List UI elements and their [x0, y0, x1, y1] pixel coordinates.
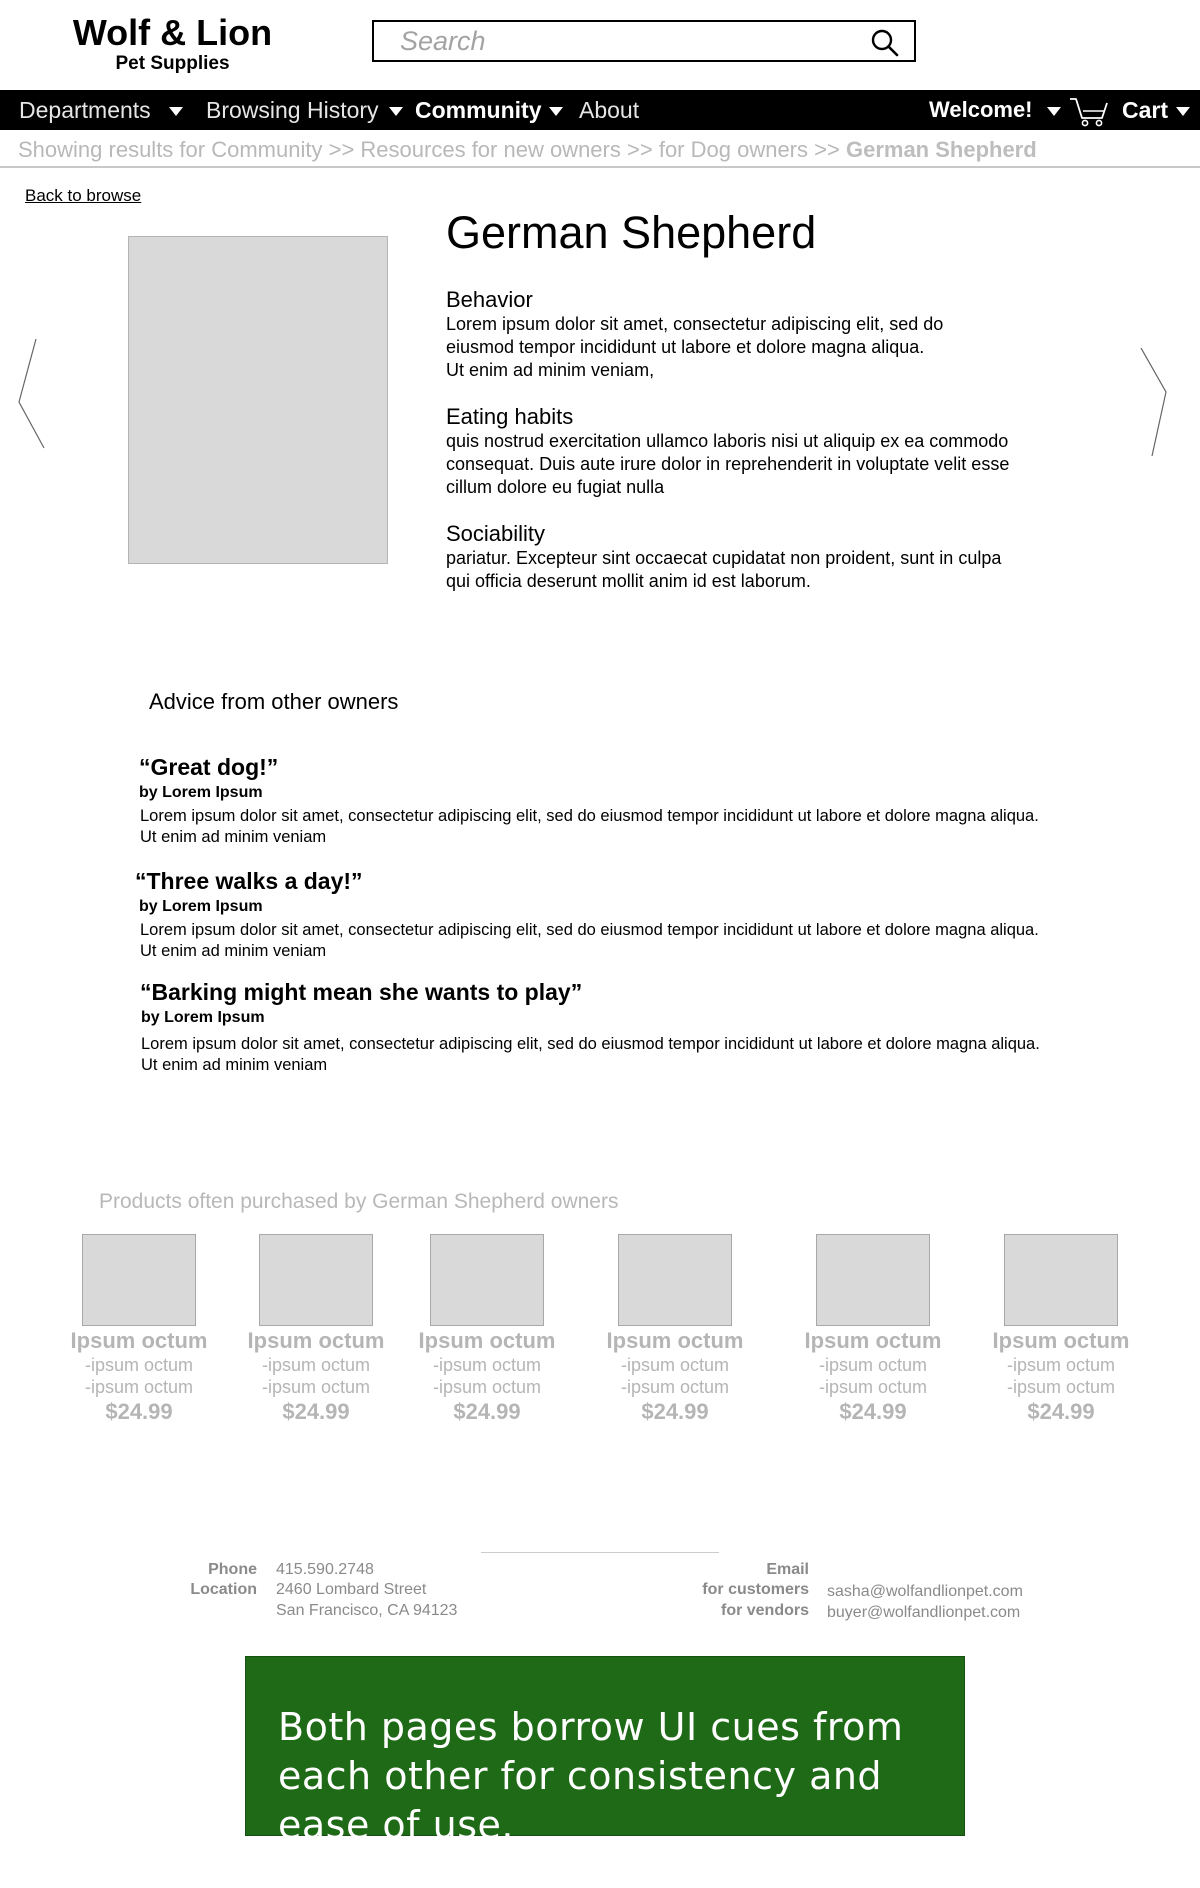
product-name[interactable]: Ipsum octum — [418, 1328, 556, 1353]
product-detail: -ipsum octum — [84, 1355, 194, 1375]
customers-label: for customers — [702, 1581, 809, 1598]
eating-habits-text: quis nostrud exercitation ullamco laboris nisi ut aliquip ex ea commodo consequat. Duis aute irure dolor in reprehenderit in voluptate velit esse cillum dolore eu fugiat nulla — [446, 431, 1010, 497]
review-author: by Lorem Ipsum — [139, 784, 263, 801]
product-detail: -ipsum octum — [620, 1377, 730, 1397]
nav-browsing-history[interactable] — [206, 90, 403, 130]
product-card[interactable] — [590, 1234, 760, 1426]
caret-down-icon — [1047, 107, 1061, 116]
review-title: “Barking might mean she wants to play” — [140, 979, 583, 1005]
product-card[interactable] — [976, 1234, 1146, 1426]
behavior-heading: Behavior — [446, 287, 533, 312]
breadcrumb — [18, 136, 1037, 164]
logo-title[interactable]: Wolf & Lion — [72, 12, 273, 53]
product-image[interactable] — [618, 1234, 732, 1326]
product-detail: -ipsum octum — [818, 1377, 928, 1397]
annotation-banner — [245, 1656, 965, 1847]
breadcrumb-item-dog-owners[interactable]: for Dog owners — [658, 137, 809, 162]
breadcrumb-divider — [0, 166, 1200, 168]
sociability-text: pariatur. Excepteur sint occaecat cupidatat non proident, sunt in culpa qui officia deserunt mollit anim id est laborum. — [446, 548, 1002, 591]
sociability-heading: Sociability — [446, 521, 546, 546]
search-box — [372, 20, 916, 62]
phone-label: Phone — [208, 1561, 257, 1578]
review-author: by Lorem Ipsum — [139, 898, 263, 915]
email-label: Email — [766, 1561, 809, 1578]
products-heading: Products often purchased by German Shepherd owners — [99, 1190, 619, 1213]
caret-down-icon — [549, 107, 563, 116]
caret-down-icon — [389, 107, 403, 116]
back-to-browse-link[interactable]: Back to browse — [25, 186, 142, 205]
product-name[interactable]: Ipsum octum — [247, 1328, 385, 1353]
review-title: “Three walks a day!” — [135, 868, 363, 894]
nav-welcome-label: Welcome! — [929, 97, 1033, 122]
address-line2: San Francisco, CA 94123 — [276, 1602, 458, 1619]
product-image[interactable] — [259, 1234, 373, 1326]
review-body: Lorem ipsum dolor sit amet, consectetur adipiscing elit, sed do eiusmod tempor incididunt ut labore et dolore magna aliqua. Ut enim ad minim veniam — [141, 1035, 1040, 1074]
product-card[interactable] — [788, 1234, 958, 1426]
cart-icon[interactable] — [1068, 94, 1110, 128]
nav-welcome[interactable] — [929, 90, 1061, 130]
product-image[interactable] — [430, 1234, 544, 1326]
breadcrumb-item-resources[interactable]: Resources for new owners — [360, 137, 621, 162]
review-title: “Great dog!” — [139, 754, 279, 780]
product-detail: -ipsum octum — [620, 1355, 730, 1375]
product-name[interactable]: Ipsum octum — [804, 1328, 942, 1353]
breadcrumb-item-community[interactable]: Community — [211, 137, 323, 162]
chevron-left-icon[interactable] — [16, 336, 56, 456]
nav-departments[interactable] — [19, 90, 183, 130]
review-author: by Lorem Ipsum — [141, 1009, 265, 1026]
caret-down-icon — [1176, 107, 1190, 116]
product-detail: -ipsum octum — [261, 1355, 371, 1375]
product-detail: -ipsum octum — [1006, 1377, 1116, 1397]
product-detail: -ipsum octum — [261, 1377, 371, 1397]
product-price: $24.99 — [641, 1399, 709, 1424]
product-price: $24.99 — [839, 1399, 907, 1424]
address-line1: 2460 Lombard Street — [276, 1581, 427, 1598]
product-image[interactable] — [82, 1234, 196, 1326]
search-input[interactable] — [374, 22, 870, 60]
product-card[interactable] — [231, 1234, 401, 1426]
vendors-email-link[interactable]: buyer@wolfandlionpet.com — [827, 1604, 1021, 1621]
product-price: $24.99 — [1027, 1399, 1095, 1424]
product-detail: -ipsum octum — [432, 1377, 542, 1397]
product-detail: -ipsum octum — [432, 1355, 542, 1375]
logo-subtitle: Pet Supplies — [115, 53, 230, 74]
breadcrumb-separator: >> — [627, 137, 653, 162]
search-icon[interactable] — [870, 28, 900, 58]
product-price: $24.99 — [282, 1399, 350, 1424]
product-image[interactable] — [1004, 1234, 1118, 1326]
behavior-text: Lorem ipsum dolor sit amet, consectetur adipiscing elit, sed do eiusmod tempor incididunt ut labore et dolore magna aliqua. Ut enim ad minim veniam, — [446, 314, 944, 380]
breadcrumb-separator: >> — [328, 137, 355, 162]
annotation-text: Both pages borrow UI cues from each other for consistency and ease of use. — [278, 1705, 904, 1847]
product-image[interactable] — [816, 1234, 930, 1326]
product-name[interactable]: Ipsum octum — [992, 1328, 1130, 1353]
product-detail: -ipsum octum — [818, 1355, 928, 1375]
main-nav — [0, 90, 1200, 130]
product-price: $24.99 — [105, 1399, 173, 1424]
footer-divider — [481, 1552, 719, 1553]
product-name[interactable]: Ipsum octum — [606, 1328, 744, 1353]
product-detail: -ipsum octum — [1006, 1355, 1116, 1375]
nav-community-label: Community — [415, 97, 542, 123]
phone-value: 415.590.2748 — [276, 1561, 374, 1578]
vendors-label: for vendors — [720, 1602, 809, 1619]
product-price: $24.99 — [453, 1399, 521, 1424]
chevron-right-icon[interactable] — [1138, 346, 1178, 466]
nav-browsing-history-label: Browsing History — [206, 97, 379, 123]
caret-down-icon — [169, 107, 183, 116]
nav-departments-label: Departments — [19, 97, 151, 123]
eating-habits-heading: Eating habits — [446, 404, 574, 429]
location-label: Location — [190, 1581, 257, 1598]
product-name[interactable]: Ipsum octum — [70, 1328, 208, 1353]
nav-cart[interactable] — [1122, 90, 1190, 130]
product-card[interactable] — [54, 1234, 224, 1426]
breadcrumb-separator: >> — [814, 137, 840, 162]
customers-email-link[interactable]: sasha@wolfandlionpet.com — [827, 1583, 1023, 1600]
product-detail: -ipsum octum — [84, 1377, 194, 1397]
page-title: German Shepherd — [446, 207, 817, 258]
nav-about-label: About — [579, 97, 640, 123]
breed-image — [128, 236, 388, 564]
nav-cart-label: Cart — [1122, 97, 1169, 123]
review-body: Lorem ipsum dolor sit amet, consectetur adipiscing elit, sed do eiusmod tempor incididunt ut labore et dolore magna aliqua. Ut enim ad minim veniam — [140, 921, 1039, 960]
breadcrumb-prefix: Showing results for — [18, 137, 206, 162]
advice-heading: Advice from other owners — [149, 689, 399, 714]
review-body: Lorem ipsum dolor sit amet, consectetur adipiscing elit, sed do eiusmod tempor incididunt ut labore et dolore magna aliqua. Ut enim ad minim veniam — [140, 807, 1039, 846]
breadcrumb-item-current: German Shepherd — [845, 137, 1037, 162]
nav-community[interactable] — [415, 90, 563, 130]
product-card[interactable] — [402, 1234, 572, 1426]
nav-about[interactable] — [579, 90, 639, 130]
